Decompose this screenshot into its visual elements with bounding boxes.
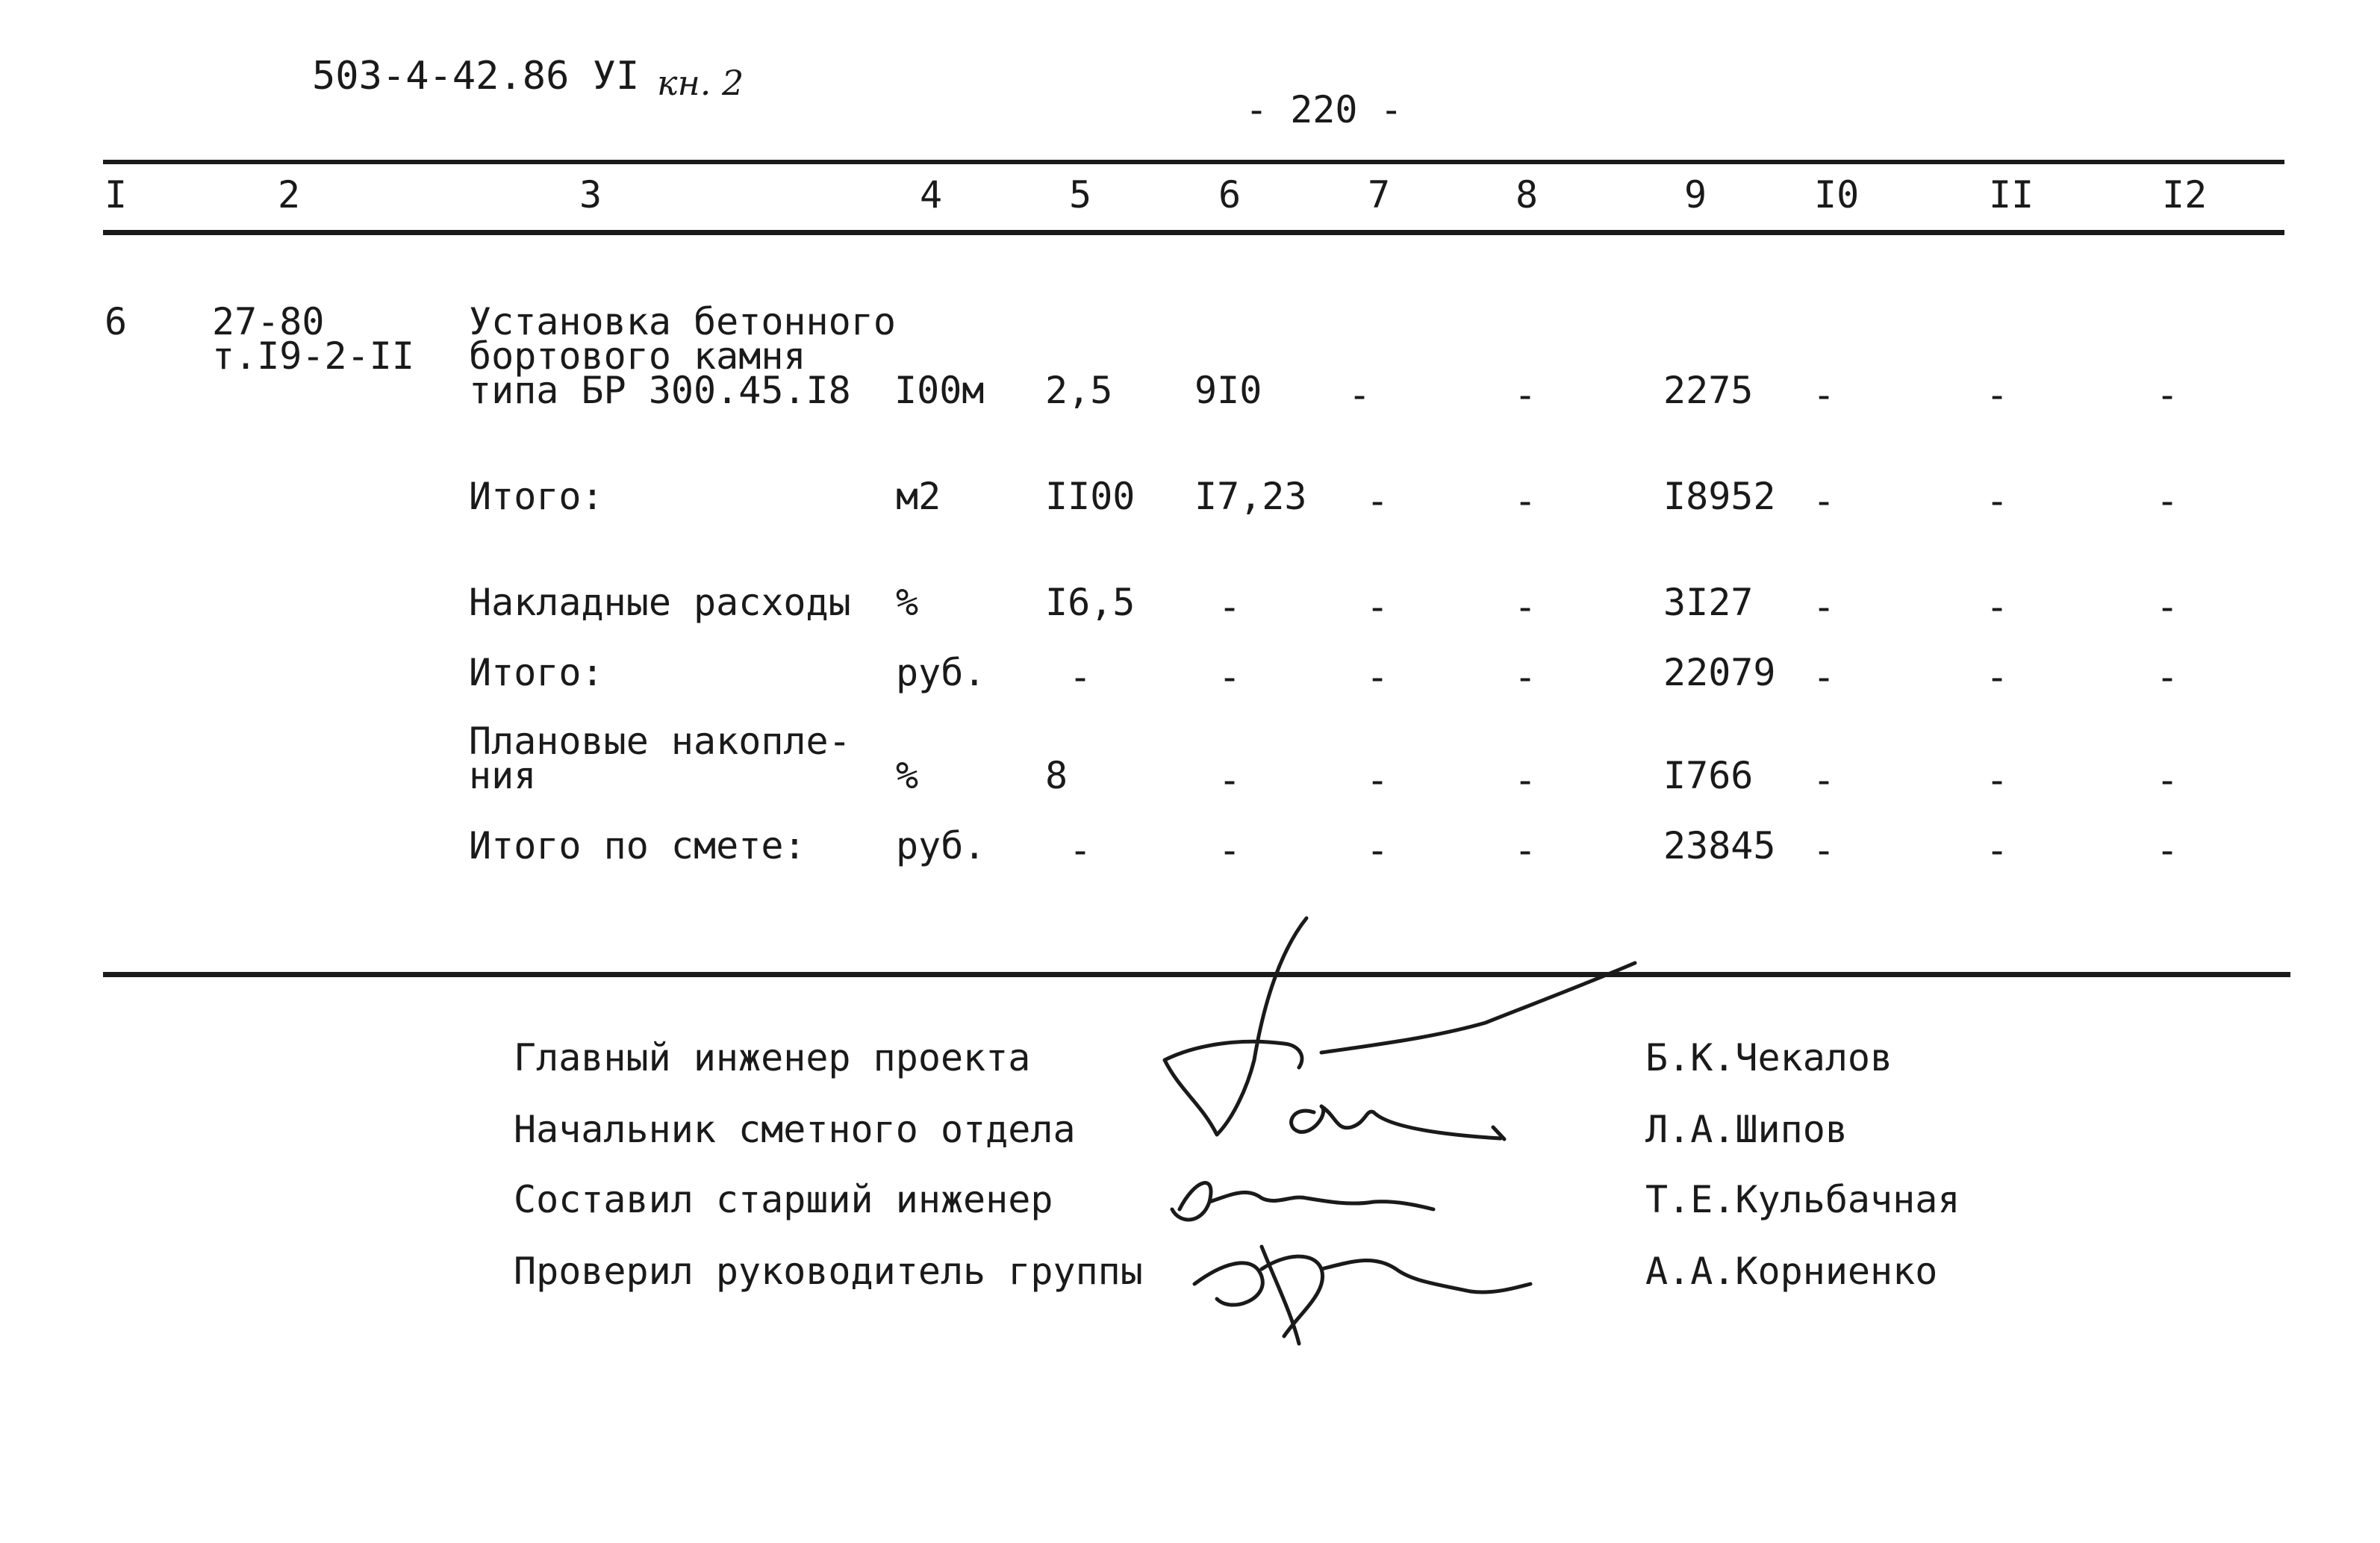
signature-name-department-head: Л.А.Шипов [1645, 1108, 1848, 1151]
col-header-1: I [105, 173, 128, 216]
totals-col-5: II00 [1045, 475, 1136, 518]
grand-total-col-9: 23845 [1663, 824, 1776, 867]
signature-stroke-department-head [1292, 1106, 1504, 1139]
totals-col-9: I8952 [1663, 475, 1776, 518]
signature-stroke-compiler [1172, 1183, 1433, 1220]
row-price: 9I0 [1194, 369, 1262, 412]
planned-savings-col-6: - [1218, 758, 1242, 802]
grand-total-col-12: - [2156, 829, 2179, 872]
signature-stroke-chief [1165, 918, 1635, 1135]
planned-savings-col-11: - [1986, 758, 2009, 802]
grand-total-col-10: - [1813, 829, 1836, 872]
signature-name-group-leader: А.А.Корниенко [1645, 1250, 1938, 1293]
planned-savings-col-9: I766 [1663, 754, 1754, 797]
signature-name-compiler: Т.Е.Кульбачная [1645, 1178, 1960, 1221]
row-code-line-2: т.I9-2-II [212, 334, 414, 378]
planned-savings-col-5: 8 [1045, 754, 1068, 797]
handwritten-book-number: кн. 2 [657, 63, 744, 103]
planned-savings-col-12: - [2156, 758, 2179, 802]
subtotal-col-6: - [1218, 655, 1242, 699]
row-col-11: - [1986, 373, 2009, 417]
col-header-4: 4 [920, 173, 943, 216]
planned-savings-col-7: - [1366, 758, 1389, 802]
col-header-8: 8 [1515, 173, 1539, 216]
totals-col-10: - [1813, 479, 1836, 523]
overhead-col-9: 3I27 [1663, 581, 1754, 624]
col-header-2: 2 [278, 173, 301, 216]
row-col-10: - [1813, 373, 1836, 417]
subtotal-unit: руб. [896, 651, 986, 694]
overhead-col-6: - [1218, 585, 1242, 629]
totals-col-12: - [2156, 479, 2179, 523]
totals-col-8: - [1514, 479, 1537, 523]
grand-total-col-8: - [1514, 829, 1537, 872]
row-unit: I00м [894, 369, 985, 412]
subtotal-label: Итого: [469, 651, 604, 694]
totals-col-11: - [1986, 479, 2009, 523]
col-header-12: I2 [2162, 173, 2208, 216]
header-top-rule [103, 160, 2284, 164]
row-col-7: - [1348, 373, 1371, 417]
col-header-11: II [1989, 173, 2034, 216]
signature-role-chief-engineer: Главный инженер проекта [514, 1036, 1031, 1079]
planned-savings-label-line-1: Плановые накопле- [469, 720, 851, 763]
grand-total-unit: руб. [896, 824, 986, 867]
grand-total-col-11: - [1986, 829, 2009, 872]
row-col-8: - [1514, 373, 1537, 417]
overhead-col-5: I6,5 [1045, 581, 1136, 624]
row-code-line-1: 27-80 [212, 300, 325, 343]
document-code: 503-4-42.86 УI [312, 54, 640, 99]
grand-total-col-7: - [1366, 829, 1389, 872]
overhead-col-10: - [1813, 585, 1836, 629]
grand-total-label: Итого по смете: [469, 824, 806, 867]
handwritten-signatures [1150, 911, 1657, 1359]
signature-role-compiler: Составил старший инженер [514, 1178, 1053, 1221]
header-bottom-rule [103, 230, 2284, 235]
page-number: - 220 - [1245, 88, 1403, 131]
row-description-line-2: бортового камня [469, 334, 806, 378]
overhead-unit: % [896, 581, 919, 624]
planned-savings-unit: % [896, 754, 919, 797]
grand-total-col-6: - [1218, 829, 1242, 872]
grand-total-col-5: - [1069, 829, 1092, 872]
subtotal-col-12: - [2156, 655, 2179, 699]
subtotal-col-9: 22079 [1663, 651, 1776, 694]
overhead-col-12: - [2156, 585, 2179, 629]
subtotal-col-8: - [1514, 655, 1537, 699]
subtotal-col-10: - [1813, 655, 1836, 699]
signature-stroke-group-leader [1194, 1247, 1530, 1344]
signature-role-group-leader: Проверил руководитель группы [514, 1250, 1143, 1293]
signature-role-department-head: Начальник сметного отдела [514, 1108, 1076, 1151]
planned-savings-col-8: - [1514, 758, 1537, 802]
overhead-col-7: - [1366, 585, 1389, 629]
totals-col-6: I7,23 [1194, 475, 1307, 518]
col-header-10: I0 [1814, 173, 1860, 216]
col-header-3: 3 [579, 173, 602, 216]
row-description-line-3: типа БР 300.45.I8 [469, 369, 851, 412]
planned-savings-col-10: - [1813, 758, 1836, 802]
overhead-col-11: - [1986, 585, 2009, 629]
totals-label: Итого: [469, 475, 604, 518]
totals-col-7: - [1366, 479, 1389, 523]
row-description-line-1: Установка бетонного [469, 300, 896, 343]
row-number: 6 [105, 300, 128, 343]
subtotal-col-11: - [1986, 655, 2009, 699]
row-col-12: - [2156, 373, 2179, 417]
col-header-7: 7 [1368, 173, 1391, 216]
row-quantity: 2,5 [1045, 369, 1113, 412]
signature-name-chief-engineer: Б.К.Чекалов [1645, 1036, 1893, 1079]
col-header-5: 5 [1069, 173, 1092, 216]
totals-unit: м2 [896, 475, 941, 518]
subtotal-col-5: - [1069, 655, 1092, 699]
planned-savings-label-line-2: ния [469, 754, 537, 797]
overhead-col-8: - [1514, 585, 1537, 629]
subtotal-col-7: - [1366, 655, 1389, 699]
row-total: 2275 [1663, 369, 1754, 412]
col-header-9: 9 [1684, 173, 1707, 216]
col-header-6: 6 [1218, 173, 1242, 216]
overhead-label: Накладные расходы [469, 581, 851, 624]
